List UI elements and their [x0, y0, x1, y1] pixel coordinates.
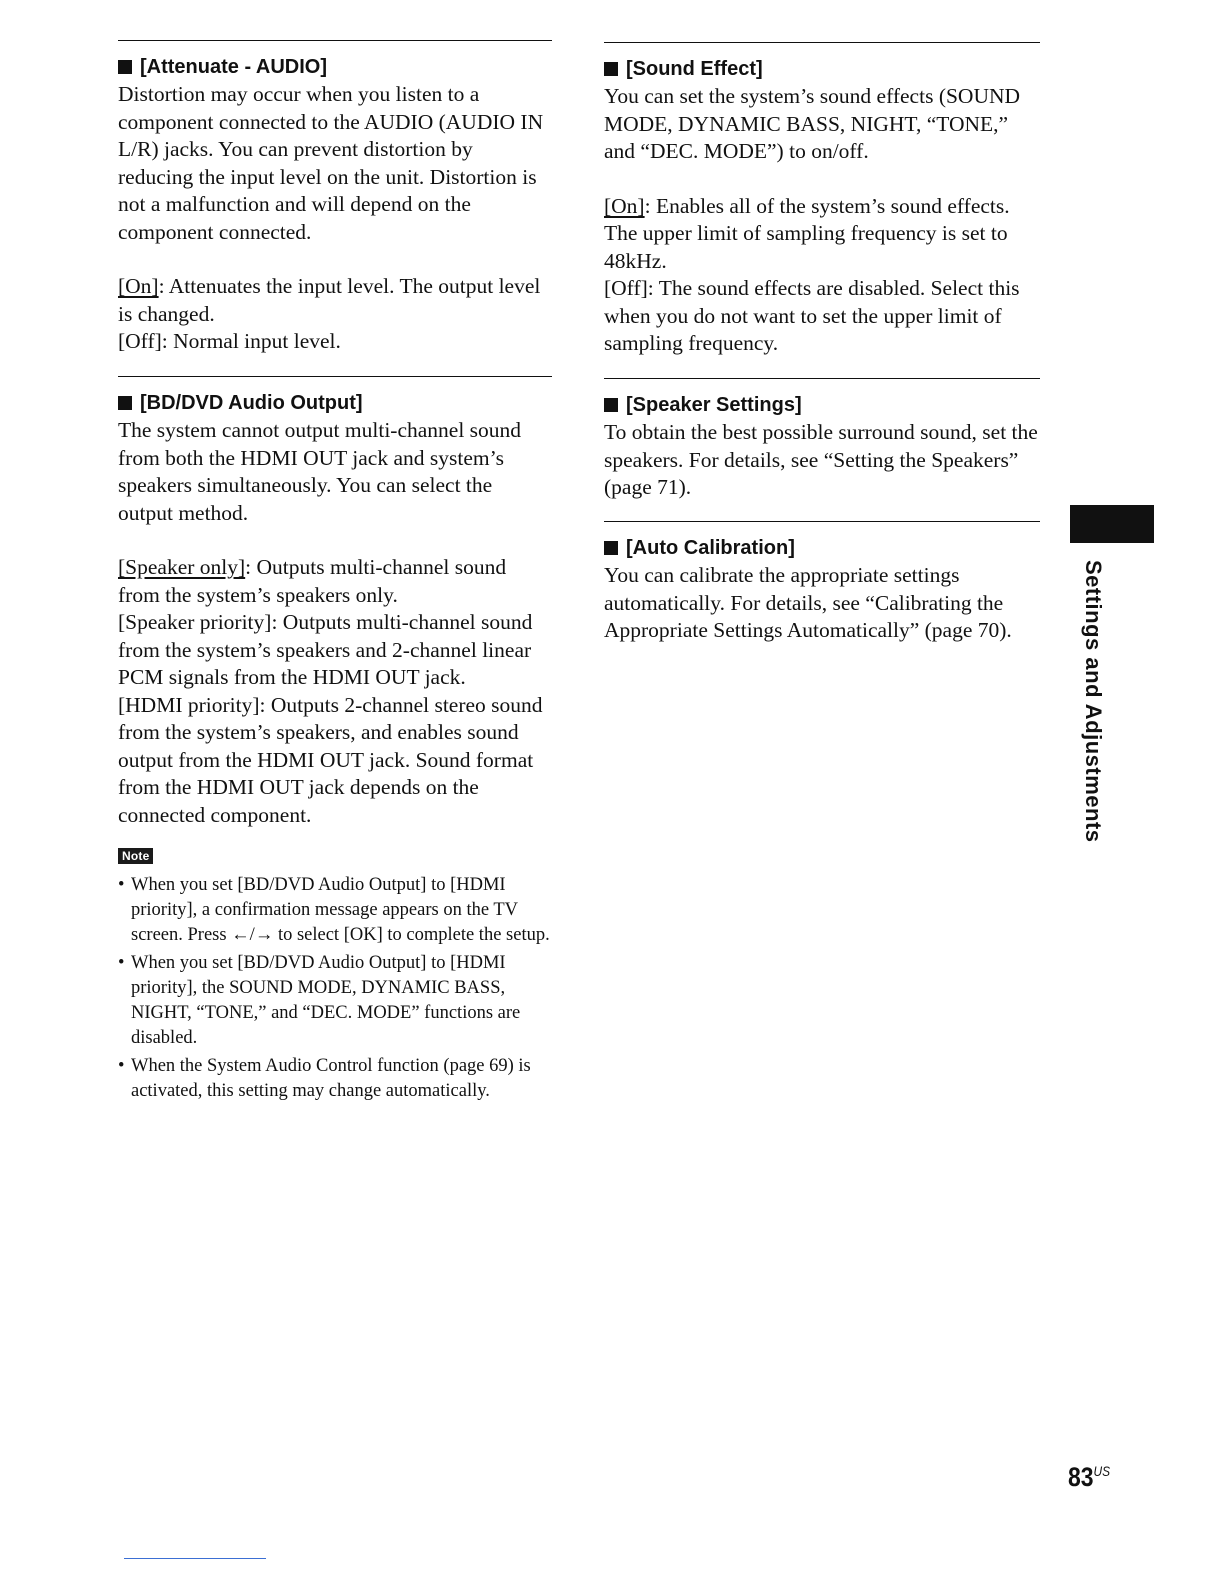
option-off — [604, 275, 1040, 358]
section-heading — [604, 393, 1040, 417]
option-text: : Outputs multi-channel sound from the system’s speakers and 2-channel linear PCM signals from the HDMI OUT jack. — [118, 610, 533, 689]
section-description: Distortion may occur when you listen to a component connected to the AUDIO (AUDIO IN L/R) jacks. You can prevent distortion by reducing the input level on the unit. Distortion is not a malfunction and will depend on the component connected. — [118, 82, 544, 244]
speaker-settings-section — [604, 378, 1040, 502]
heading-text: [Speaker Settings] — [626, 394, 802, 416]
square-bullet-icon — [118, 396, 132, 410]
page-number-value: 83 — [1068, 1462, 1094, 1492]
section-divider — [604, 521, 1040, 522]
section-description: You can set the system’s sound effects (SOUND MODE, DYNAMIC BASS, NIGHT, “TONE,” and “DEC. MODE”) to on/off. — [604, 84, 1021, 163]
page-number — [1068, 1462, 1110, 1493]
note-list — [118, 873, 552, 1104]
note-item: • When you set [BD/DVD Audio Output] to [HDMI priority], the SOUND MODE, DYNAMIC BASS, NIGHT, “TONE,” and “DEC. MODE” functions are disabled. — [118, 951, 552, 1051]
option-text: : Outputs 2-channel stereo sound from the system’s speakers, and enables sound output from the HDMI OUT jack. Sound format from the HDMI OUT jack depends on the connected component. — [118, 692, 543, 827]
section-description: To obtain the best possible surround sound, set the speakers. For details, see “Setting the Speakers” (page 71). — [604, 420, 1038, 499]
option-on — [604, 193, 1040, 276]
note-badge: Note — [118, 848, 153, 864]
square-bullet-icon — [604, 398, 618, 412]
section-description: The system cannot output multi-channel sound from both the HDMI OUT jack and system’s speakers simultaneously. You can select the output method. — [118, 418, 522, 525]
option-key: [Off] — [118, 329, 162, 353]
option-key: [Speaker priority] — [118, 610, 272, 634]
option-text: : The sound effects are disabled. Select this when you do not want to set the upper limit of sampling frequency. — [604, 276, 1020, 355]
option-key: [On] — [118, 274, 159, 298]
heading-text: [BD/DVD Audio Output] — [140, 392, 363, 414]
heading-text: [Auto Calibration] — [626, 537, 795, 559]
heading-text: [Attenuate - AUDIO] — [140, 56, 328, 78]
option-text: : Attenuates the input level. The output level is changed. — [118, 274, 541, 326]
chapter-tab-label: Settings and Adjustments — [1081, 560, 1106, 843]
footer-rule — [124, 1558, 266, 1559]
auto-calibration-section — [604, 521, 1040, 645]
section-heading — [604, 536, 1040, 560]
section-heading — [604, 57, 1040, 81]
option-hdmi-priority — [118, 692, 552, 830]
note-item: • When the System Audio Control function (page 69) is activated, this setting may change automatically. — [118, 1054, 552, 1104]
option-key: [On] — [604, 193, 645, 218]
square-bullet-icon — [118, 60, 132, 74]
sound-effect-section — [604, 42, 1040, 358]
option-key: [Speaker only] — [118, 555, 246, 579]
option-off — [118, 328, 552, 356]
square-bullet-icon — [604, 62, 618, 76]
section-divider — [118, 376, 552, 377]
option-text: : Outputs multi-channel sound from the system’s speakers only. — [118, 555, 507, 607]
square-bullet-icon — [604, 541, 618, 555]
chapter-tab-marker — [1070, 505, 1154, 543]
option-text: : Enables all of the system’s sound effects. The upper limit of sampling frequency is set to 48kHz. — [604, 193, 1010, 273]
bd-dvd-section — [118, 376, 552, 1107]
section-heading — [118, 391, 552, 415]
section-description: You can calibrate the appropriate settings automatically. For details, see “Calibrating the Appropriate Settings Automatically” (page 70). — [604, 563, 1012, 642]
option-speaker-only — [118, 554, 552, 609]
section-divider — [118, 40, 552, 41]
section-divider — [604, 378, 1040, 379]
option-speaker-priority — [118, 609, 552, 692]
section-divider — [604, 42, 1040, 43]
section-heading — [118, 55, 552, 79]
heading-text: [Sound Effect] — [626, 58, 763, 80]
page-number-suffix: US — [1093, 1463, 1111, 1479]
note-block — [118, 847, 552, 1104]
option-text: : Normal input level. — [161, 329, 341, 353]
option-on — [118, 273, 552, 328]
option-key: [HDMI priority] — [118, 692, 260, 717]
attenuate-section — [118, 40, 552, 356]
option-key: [Off] — [604, 276, 648, 300]
note-item: • When you set [BD/DVD Audio Output] to [HDMI priority], a confirmation message appears on the TV screen. Press ←/→ to select [OK] to complete the setup. — [118, 873, 552, 948]
